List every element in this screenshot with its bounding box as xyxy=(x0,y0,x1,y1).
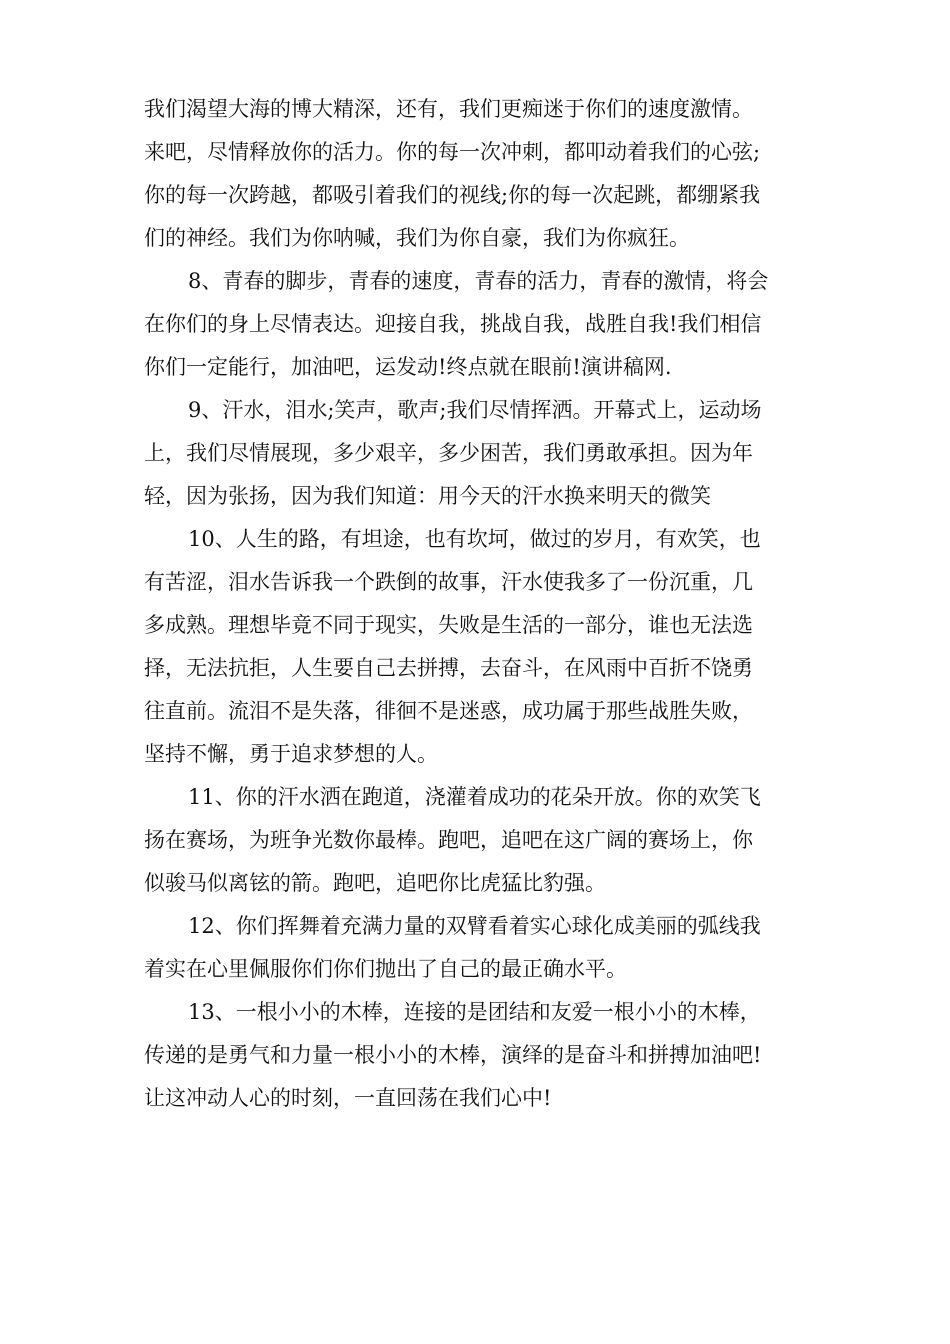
text-line: 来吧，尽情释放你的活力。你的每一次冲刺，都叩动着我们的心弦; xyxy=(144,140,761,164)
text-line: 有苦涩，泪水告诉我一个跌倒的故事，汗水使我多了一份沉重，几 xyxy=(144,570,753,594)
paragraph-13 xyxy=(144,991,814,1120)
text-line: 往直前。流泪不是失落，徘徊不是迷惑，成功属于那些战胜失败， xyxy=(144,699,753,723)
paragraph-9 xyxy=(144,389,814,518)
text-line: 上，我们尽情展现，多少艰辛，多少困苦，我们勇敢承担。因为年 xyxy=(144,441,753,465)
text-line: 你的每一次跨越，都吸引着我们的视线;你的每一次起跳，都绷紧我 xyxy=(144,183,761,207)
text-line: 在你们的身上尽情表达。迎接自我，挑战自我，战胜自我!我们相信 xyxy=(144,312,762,336)
text-line: 坚持不懈，勇于追求梦想的人。 xyxy=(144,742,438,766)
text-line: 13、一根小小的木棒，连接的是团结和友爱一根小小的木棒， xyxy=(188,1000,761,1024)
text-line: 10、人生的路，有坦途，也有坎坷，做过的岁月，有欢笑，也 xyxy=(188,527,761,551)
text-line: 多成熟。理想毕竟不同于现实，失败是生活的一部分，谁也无法选 xyxy=(144,613,753,637)
text-line: 轻，因为张扬，因为我们知道：用今天的汗水换来明天的微笑 xyxy=(144,484,711,508)
paragraph-11 xyxy=(144,776,814,905)
text-line: 9、汗水，泪水;笑声，歌声;我们尽情挥洒。开幕式上，运动场 xyxy=(188,398,762,422)
text-line: 我们渴望大海的博大精深，还有，我们更痴迷于你们的速度激情。 xyxy=(144,97,753,121)
document-body xyxy=(144,88,814,1120)
text-line: 12、你们挥舞着充满力量的双臂看着实心球化成美丽的弧线我 xyxy=(188,914,761,938)
text-line: 择，无法抗拒，人生要自己去拼搏，去奋斗，在风雨中百折不饶勇 xyxy=(144,656,753,680)
text-line: 似骏马似离铉的箭。跑吧，追吧你比虎猛比豹强。 xyxy=(144,871,606,895)
paragraph-12 xyxy=(144,905,814,991)
paragraph-10 xyxy=(144,518,814,776)
text-line: 们的神经。我们为你呐喊，我们为你自豪，我们为你疯狂。 xyxy=(144,226,690,250)
paragraph-8 xyxy=(144,260,814,389)
text-line: 8、青春的脚步，青春的速度，青春的活力，青春的激情，将会 xyxy=(188,269,769,293)
text-line: 扬在赛场，为班争光数你最棒。跑吧，追吧在这广阔的赛场上，你 xyxy=(144,828,753,852)
text-line: 你们一定能行，加油吧，运发动!终点就在眼前!演讲稿网. xyxy=(144,355,672,379)
text-line: 11、你的汗水洒在跑道，浇灌着成功的花朵开放。你的欢笑飞 xyxy=(188,785,761,809)
text-line: 让这冲动人心的时刻，一直回荡在我们心中! xyxy=(144,1086,552,1110)
text-line: 传递的是勇气和力量一根小小的木棒，演绎的是奋斗和拼搏加油吧! xyxy=(144,1043,762,1067)
paragraph-continuation xyxy=(144,88,814,260)
text-line: 着实在心里佩服你们你们抛出了自己的最正确水平。 xyxy=(144,957,627,981)
